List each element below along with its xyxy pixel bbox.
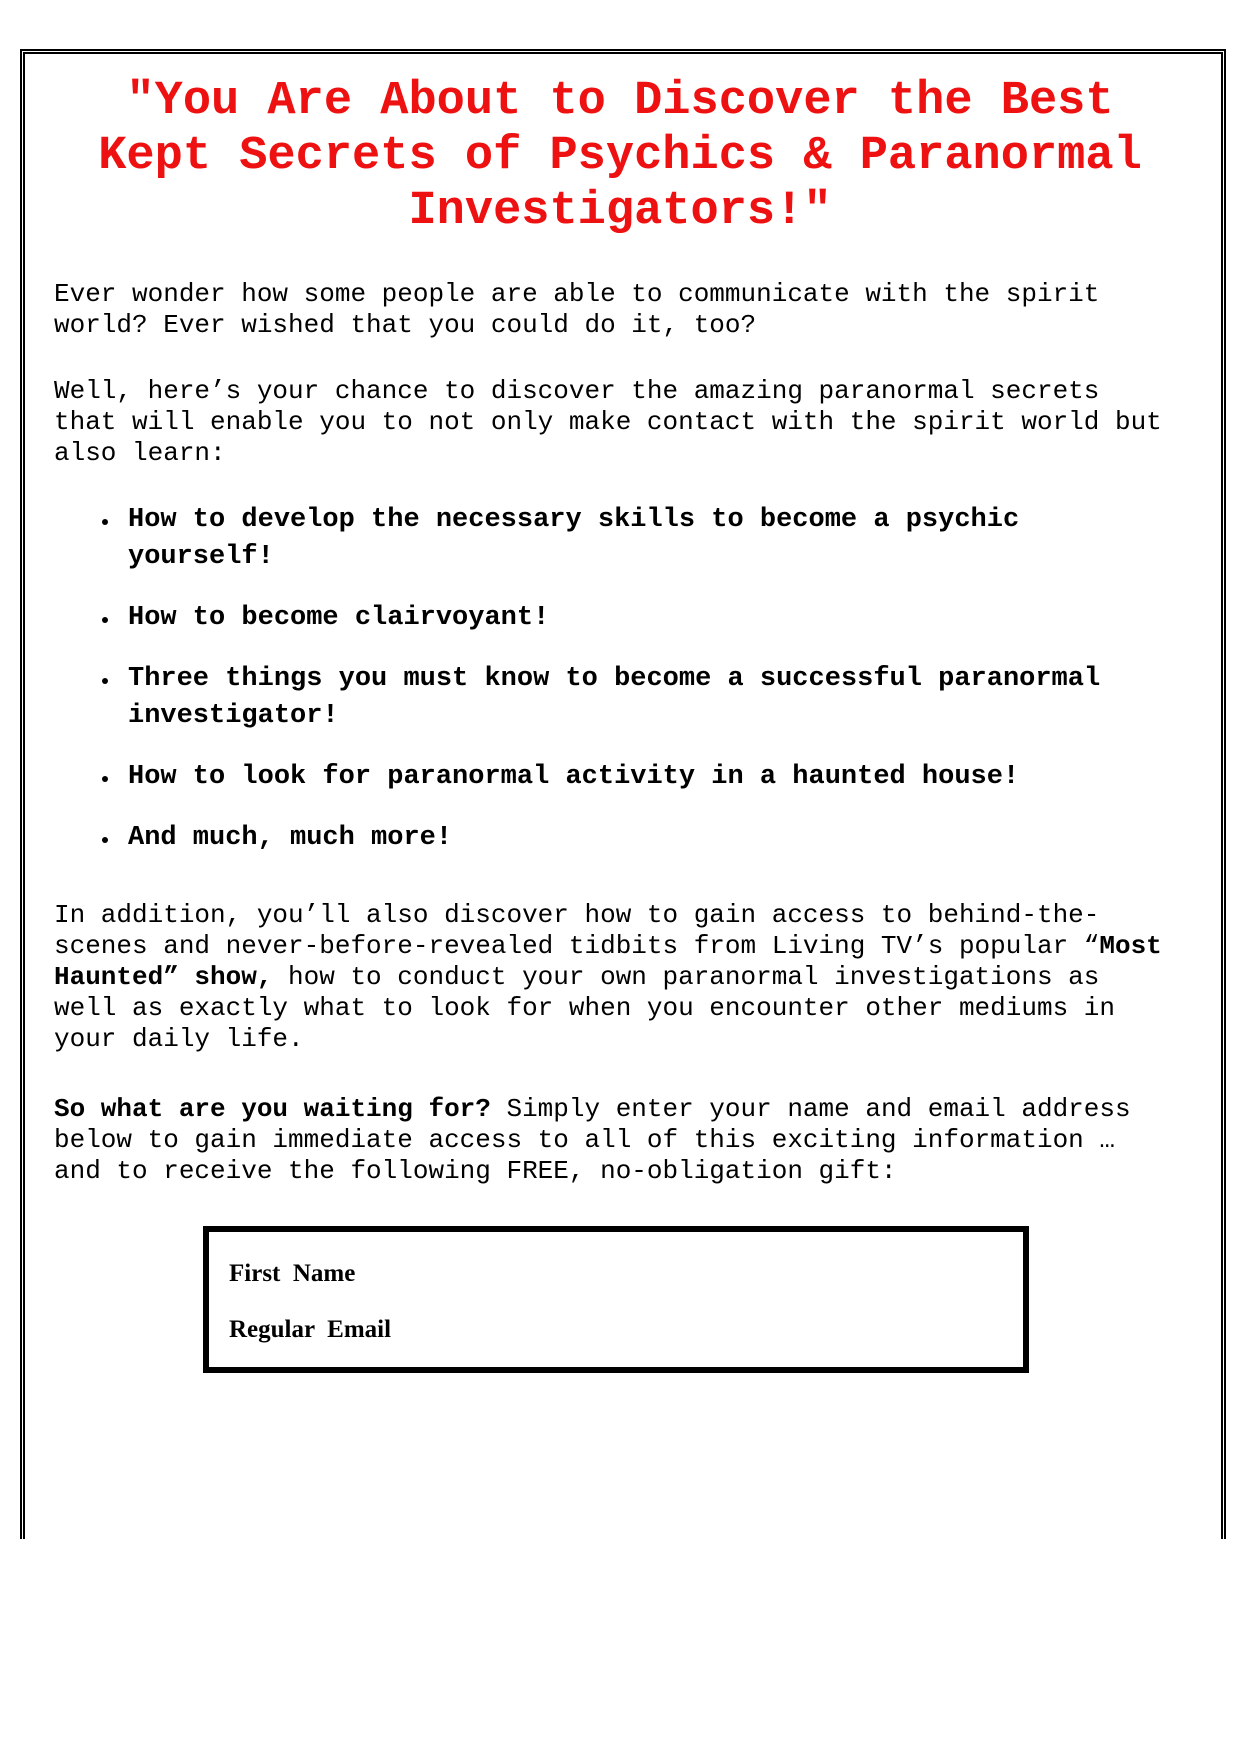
email-field[interactable]: Regular Email [229,1316,392,1343]
cta-lead: So what are you waiting for? [54,1094,491,1124]
list-item: And much, much more! [128,820,1168,857]
show-name: Most Haunted” show, [54,931,1162,992]
optin-form [203,1226,1029,1373]
benefits-list [128,502,1168,881]
list-item: How to become clairvoyant! [128,600,1168,637]
list-item: Three things you must know to become a successful paranormal investigator! [128,661,1168,735]
headline: "You Are About to Discover the Best Kept Secrets of Psychics & Paranormal Investigators!" [98,75,1142,238]
addition-text-end: how to conduct your own paranormal investigations as well as exactly what to look for when you encounter other mediums in your daily life. [54,962,1115,1054]
lead-in-paragraph: Well, here’s your chance to discover the amazing paranormal secrets that will enable you to not only make contact with the spirit world but also learn: [54,376,1162,468]
cta-paragraph [54,1094,1184,1187]
list-item: How to develop the necessary skills to become a psychic yourself! [128,502,1168,576]
intro-paragraph: Ever wonder how some people are able to communicate with the spirit world? Ever wished that you could do it, too? [54,279,1100,340]
first-name-field[interactable]: First Name [229,1260,356,1287]
cta-text: Simply enter your name and email address below to gain immediate access to all of this exciting information … and to receive the following FREE, no-obligation gift: [54,1094,1131,1186]
addition-text-start: In addition, you’ll also discover how to gain access to behind-the- scenes and never-before-revealed tidbits from Living TV’s popular “ [54,900,1100,961]
addition-paragraph [54,900,1184,1055]
list-item: How to look for paranormal activity in a haunted house! [128,759,1168,796]
